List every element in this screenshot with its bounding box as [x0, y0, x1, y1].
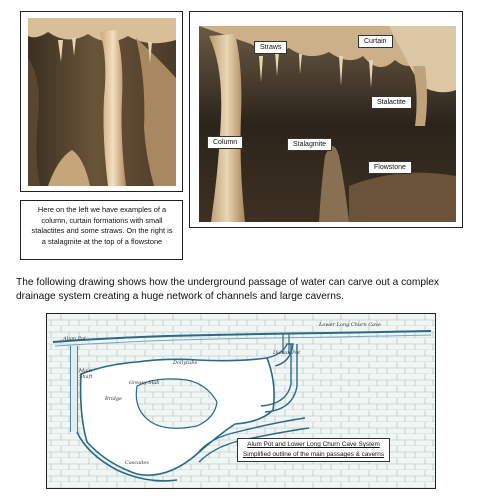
left-photo-frame	[20, 11, 183, 192]
map-label-dollytubs: Dollytubs	[173, 360, 198, 366]
map-label-diccan-pot: Diccan Pot	[273, 350, 301, 356]
intro-paragraph: The following drawing shows how the underground passage of water can carve out a complex drainage system creating a huge network of channels and large caverns.	[16, 277, 440, 302]
cave-system-map	[46, 313, 436, 489]
map-label-greasy-slab: Greasy Slab	[129, 380, 160, 386]
left-caption-box	[20, 200, 183, 260]
label-stalagmite: Stalagmite	[287, 138, 332, 151]
cave-column-photo	[28, 18, 176, 186]
map-label-cascades: Cascades	[125, 460, 149, 466]
map-label-main-shaft: Main Shaft	[79, 368, 93, 380]
label-straws: Straws	[254, 41, 287, 54]
left-photo-caption: Here on the left we have examples of a column, curtain formations with small stalactites and some straws. On the right is a stalagmite at the top of a flowstone	[31, 205, 173, 246]
label-curtain: Curtain	[358, 35, 393, 48]
label-flowstone: Flowstone	[368, 161, 412, 174]
map-caption-box	[237, 438, 390, 462]
label-column: Column	[207, 136, 243, 149]
map-label-alum-pot: Alum Pot	[63, 336, 86, 342]
right-photo-frame	[189, 11, 463, 228]
map-caption-title: Alum Pot and Lower Long Churn Cave System	[247, 441, 380, 448]
map-caption-subtitle: Simplified outline of the main passages & caverns	[243, 451, 385, 458]
map-label-lower-long-churn-cave: Lower Long Churn Cave	[319, 322, 381, 328]
map-label-bridge: Bridge	[105, 396, 123, 402]
cave-formations-photo	[199, 26, 456, 222]
label-stalactite: Stalactite	[371, 96, 412, 109]
